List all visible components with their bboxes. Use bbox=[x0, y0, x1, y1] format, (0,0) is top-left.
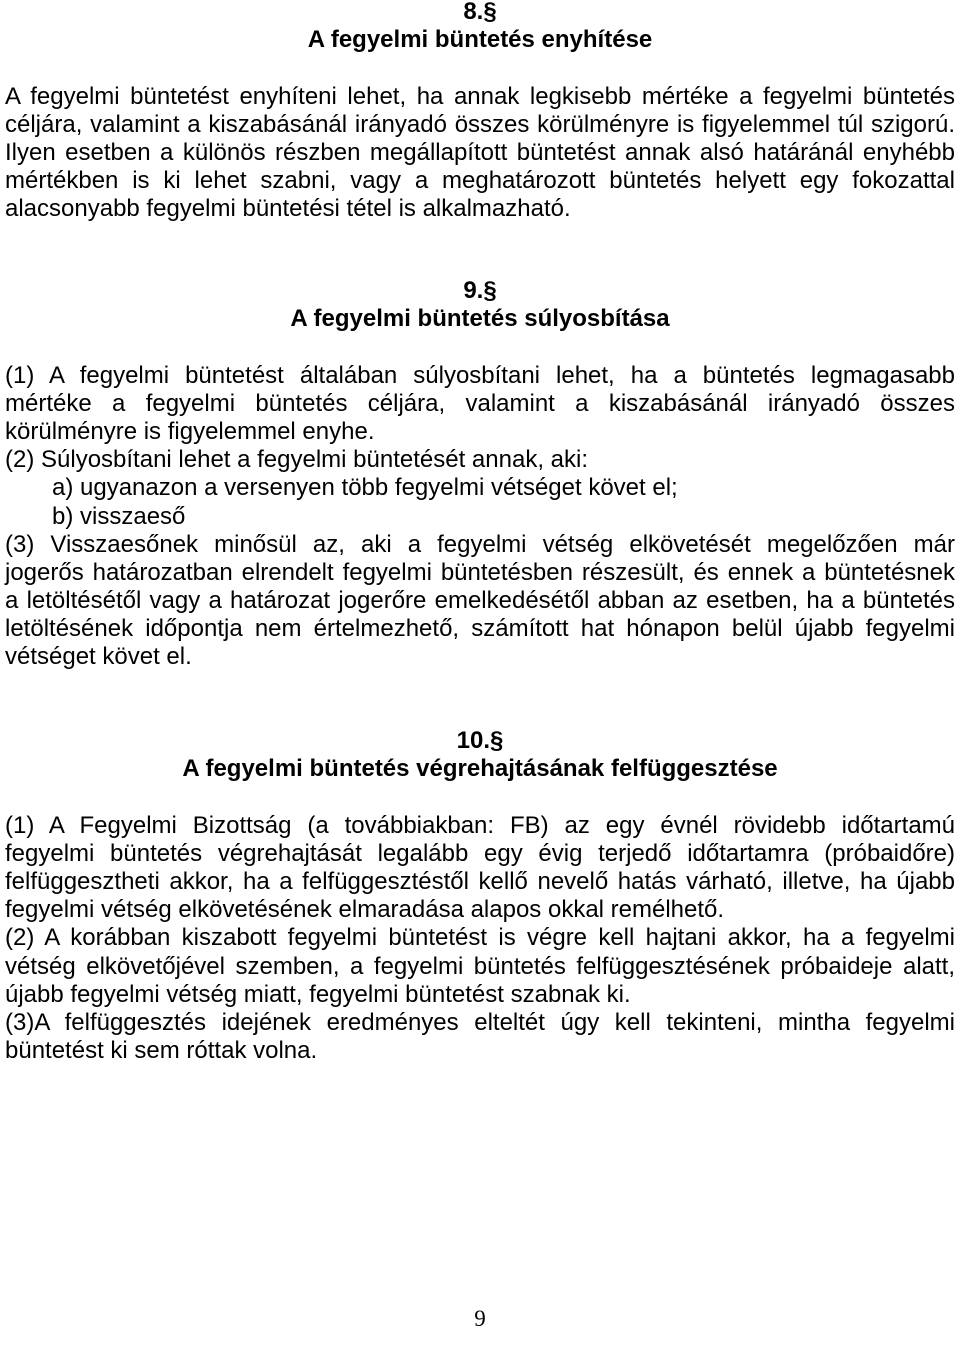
paragraph bbox=[5, 362, 955, 447]
paragraph-line: (1) A Fegyelmi Bizottság (a továbbiakban: FB) az egy évnél rövidebb időtartamú bbox=[5, 811, 955, 839]
paragraph-line: céljára, valamint a kiszabásánál irányadó összes körülményre is figyelemmel túl szigorú. bbox=[5, 110, 955, 138]
paragraph bbox=[5, 812, 955, 925]
paragraph-line: fegyelmi büntetés végrehajtását legalább egy évig terjedő időtartamra (próbaidőre) bbox=[5, 839, 955, 867]
section-number: 8.§ bbox=[463, 0, 497, 25]
section-number: 9.§ bbox=[463, 277, 497, 304]
paragraph-line: mértékben is ki lehet szabni, vagy a meghatározott büntetés helyett egy fokozattal bbox=[5, 167, 955, 195]
paragraph-line: vétség elkövetőjével szemben, a fegyelmi büntetés felfüggesztésének próbaideje alatt, bbox=[5, 952, 955, 980]
paragraph bbox=[5, 83, 955, 224]
paragraph-line: körülményre is figyelemmel enyhe. bbox=[5, 417, 375, 445]
paragraph-line: büntetést ki sem róttak volna. bbox=[5, 1037, 318, 1065]
section-title: A fegyelmi büntetés végrehajtásának felfüggesztése bbox=[182, 755, 778, 783]
section-number: 10.§ bbox=[456, 727, 504, 754]
section-9 bbox=[5, 277, 955, 672]
paragraph-line: A fegyelmi büntetést enyhíteni lehet, ha annak legkisebb mértéke a fegyelmi büntetés bbox=[5, 82, 955, 110]
paragraph-line: felfüggesztheti akkor, ha a felfüggesztéstől kellő nevelő hatás várható, illetve, ha újabb bbox=[5, 867, 955, 895]
paragraph-line: újabb fegyelmi vétség miatt, fegyelmi büntetést szabnak ki. bbox=[5, 980, 631, 1008]
paragraph-line: (2) A korábban kiszabott fegyelmi büntetést is végre kell hajtani akkor, ha a fegyelmi bbox=[5, 924, 955, 952]
list-item: a) ugyanazon a versenyen több fegyelmi vétséget követ el; bbox=[52, 474, 678, 502]
paragraph bbox=[5, 1009, 955, 1065]
paragraph-line: a letöltésétől vagy a határozat jogerőre emelkedésétől abban az esetben, ha a büntetés bbox=[5, 587, 955, 615]
paragraph-line: vétséget követ el. bbox=[5, 643, 192, 671]
paragraph bbox=[5, 446, 955, 531]
paragraph-line: (1) A fegyelmi büntetést általában súlyosbítani lehet, ha a büntetés legmagasabb bbox=[5, 361, 955, 389]
page-number: 9 bbox=[474, 1306, 486, 1331]
section-8 bbox=[5, 0, 955, 224]
paragraph-line: fegyelmi vétség elkövetésének elmaradása alapos okkal remélhető. bbox=[5, 896, 725, 924]
section-title: A fegyelmi büntetés súlyosbítása bbox=[290, 305, 670, 333]
list-item: b) visszaeső bbox=[52, 502, 186, 530]
paragraph-line: mértéke a fegyelmi büntetés céljára, valamint a kiszabásánál irányadó összes bbox=[5, 389, 955, 417]
paragraph-line: (2) Súlyosbítani lehet a fegyelmi büntetését annak, aki: bbox=[5, 446, 589, 474]
paragraph-line: jogerős határozatban elrendelt fegyelmi büntetésben részesült, és ennek a büntetésnek bbox=[5, 558, 955, 586]
paragraph-line: (3)A felfüggesztés idejének eredményes elteltét úgy kell tekinteni, mintha fegyelmi bbox=[5, 1008, 955, 1036]
paragraph bbox=[5, 924, 955, 1009]
paragraph-line: letöltésének időpontja nem értelmezhető, számított hat hónapon belül újabb fegyelmi bbox=[5, 615, 955, 643]
paragraph-line: Ilyen esetben a különös részben megállapított büntetést annak alsó határánál enyhébb bbox=[5, 138, 955, 166]
section-10 bbox=[5, 727, 955, 1065]
paragraph bbox=[5, 531, 955, 672]
paragraph-line: (3) Visszaesőnek minősül az, aki a fegyelmi vétség elkövetését megelőzően már bbox=[5, 530, 955, 558]
section-title: A fegyelmi büntetés enyhítése bbox=[307, 26, 653, 54]
paragraph-line: alacsonyabb fegyelmi büntetési tétel is alkalmazható. bbox=[5, 195, 571, 223]
